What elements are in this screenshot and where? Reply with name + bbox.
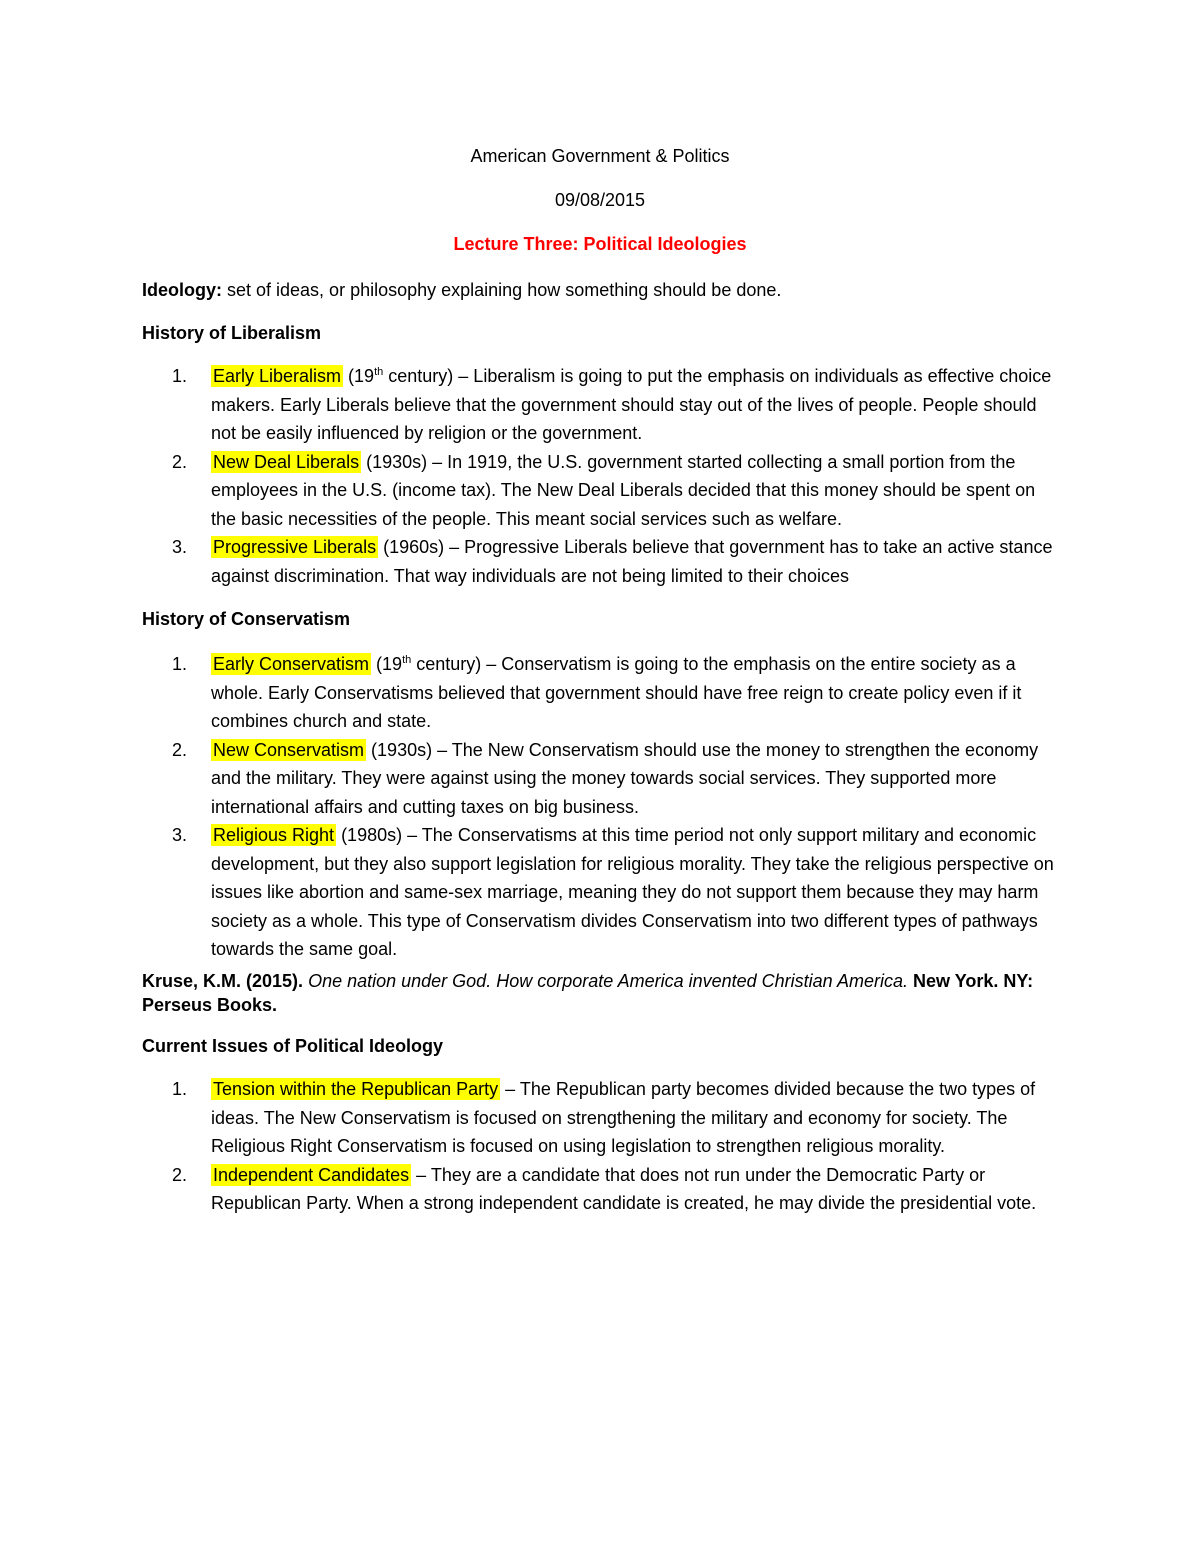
list-item <box>142 1075 1062 1161</box>
conservatism-heading: History of Conservatism <box>142 609 351 629</box>
liberalism-list <box>142 362 1062 590</box>
list-number: 3. <box>172 537 188 557</box>
list-item <box>142 821 1062 964</box>
lecture-title: Lecture Three: Political Ideologies <box>453 234 747 254</box>
item-text: – In 1919, the U.S. government started collecting a small portion from the employees in the U.S. (income tax). The New Deal Liberals decided that this money should be spent on the basic necessities of the people. This meant social services such as welfare. <box>211 451 1036 529</box>
list-number: 1. <box>172 1079 188 1099</box>
list-number: 2. <box>172 451 188 472</box>
highlighted-term: Tension within the Republican Party <box>213 1079 499 1099</box>
item-period: (19th century) <box>343 366 454 386</box>
highlighted-term: New Deal Liberals <box>213 451 360 472</box>
highlighted-term: New Conservatism <box>213 739 365 760</box>
item-text: – Progressive Liberals believe that government has to take an active stance against discrimination. That way individuals are not being limited to their choices <box>211 537 1053 586</box>
list-item <box>142 1161 1062 1218</box>
highlighted-term: Progressive Liberals <box>213 537 377 557</box>
definition-term: Ideology: <box>142 280 222 300</box>
current-issues-heading: Current Issues of Political Ideology <box>142 1036 444 1056</box>
reference-author: Kruse, K.M. (2015). <box>142 971 309 991</box>
item-period: (1930s) <box>361 451 428 472</box>
liberalism-heading: History of Liberalism <box>142 323 322 343</box>
item-period: (1980s) <box>336 825 403 845</box>
reference-title: One nation under God. How corporate America invented Christian America. <box>308 971 909 991</box>
definition-text: set of ideas, or philosophy explaining how something should be done. <box>222 280 782 300</box>
lecture-date: 09/08/2015 <box>554 190 646 210</box>
reference-publisher: New York. NY: Perseus Books. <box>142 971 1034 1015</box>
list-number: 1. <box>172 366 188 386</box>
item-text: – The Republican party becomes divided because the two types of ideas. The New Conservatism is focused on strengthening the military and economy for society. The Religious Right Conservatism is focused on using legislation to strengthen religious morality. <box>211 1079 1036 1156</box>
highlighted-term: Independent Candidates <box>213 1164 410 1185</box>
item-text: – Liberalism is going to put the emphasis on individuals as effective choice makers. Early Liberals believe that the government should stay out of the lives of people. People should not be easily influenced by religion or the government. <box>211 366 1052 443</box>
item-text: – The Conservatisms at this time period not only support military and economic development, but they also support legislation for religious morality. They take the religious perspective on issues like abortion and same-sex marriage, meaning they do not support them because they may harm society as a whole. This type of Conservatism divides Conservatism into two different types of pathways towards the same goal. <box>211 825 1054 959</box>
current-issues-list <box>142 1075 1062 1218</box>
reference-citation <box>142 969 1062 1017</box>
item-text: – Conservatism is going to the emphasis on the entire society as a whole. Early Conservatisms believed that government should have free reign to create policy even if it combines church and state. <box>211 654 1022 731</box>
list-item <box>142 533 1062 590</box>
highlighted-term: Early Liberalism <box>213 366 342 386</box>
list-number: 2. <box>172 739 188 760</box>
ideology-definition <box>142 278 1062 302</box>
item-period: (19th century) <box>371 654 482 674</box>
item-text: – The New Conservatism should use the money to strengthen the economy and the military. They were against using the money towards social services. They supported more international affairs and cutting taxes on big business. <box>211 739 1039 817</box>
list-number: 1. <box>172 654 188 674</box>
list-item <box>142 362 1062 448</box>
list-item <box>142 650 1062 736</box>
list-item <box>142 736 1062 822</box>
conservatism-list <box>142 650 1062 964</box>
item-period: (1930s) <box>366 739 433 760</box>
item-period: (1960s) <box>378 537 445 557</box>
item-text: – They are a candidate that does not run under the Democratic Party or Republican Party. When a strong independent candidate is created, he may divide the presidential vote. <box>211 1164 1037 1213</box>
list-number: 2. <box>172 1164 188 1185</box>
list-item <box>142 448 1062 534</box>
course-title: American Government & Politics <box>470 146 730 166</box>
highlighted-term: Religious Right <box>213 825 335 845</box>
list-number: 3. <box>172 825 188 845</box>
highlighted-term: Early Conservatism <box>213 654 370 674</box>
